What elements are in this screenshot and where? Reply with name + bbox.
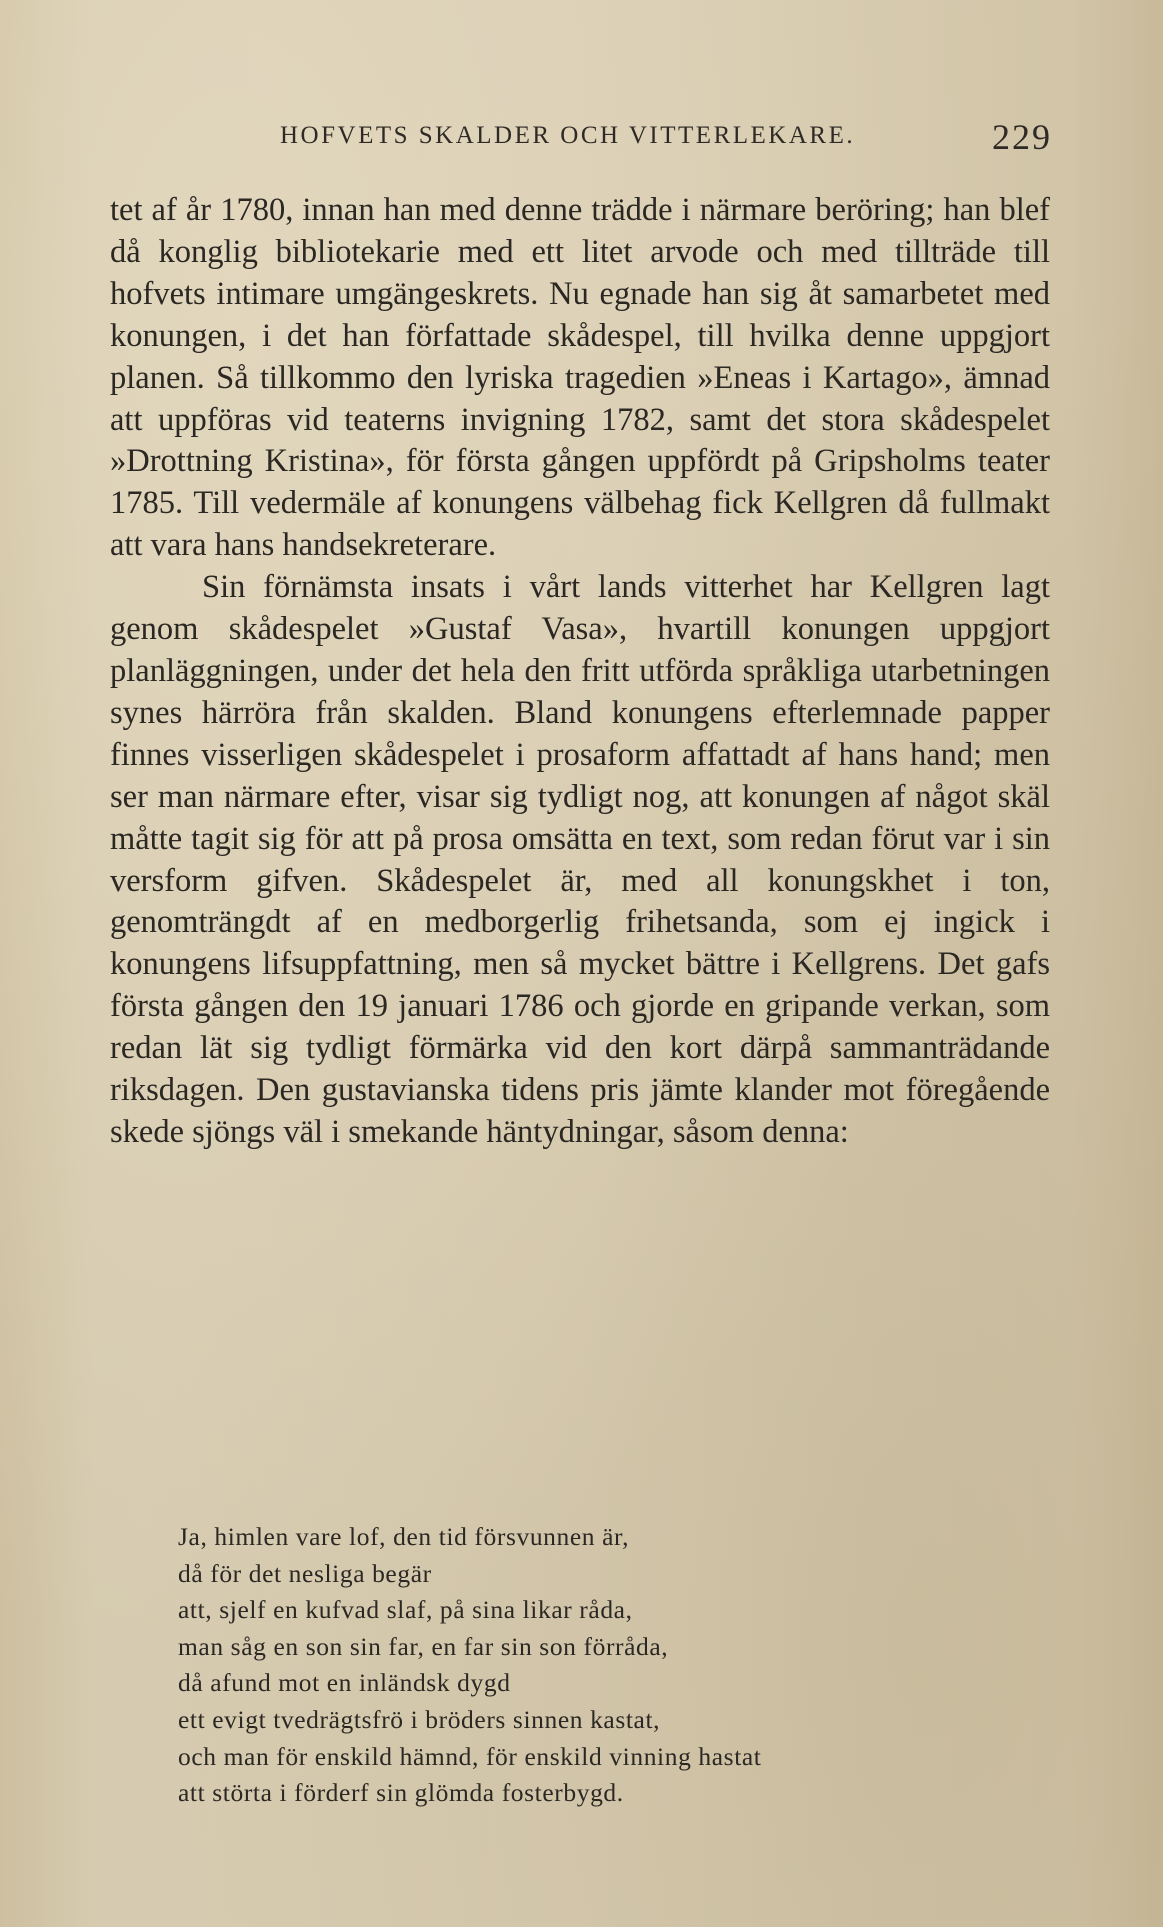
poem-line: ett evigt tvedrägtsfrö i bröders sinnen kastat,	[178, 1704, 661, 1734]
body-text	[110, 190, 1050, 1154]
poem-line: att, sjelf en kufvad slaf, på sina likar råda,	[178, 1595, 633, 1625]
poem-line: då för det nesliga begär	[178, 1558, 432, 1588]
poem-line: och man för enskild hämnd, för enskild vinning hastat	[178, 1741, 762, 1771]
running-head	[110, 116, 1060, 156]
page-number: 229	[992, 117, 1052, 157]
poem-line: Ja, himlen vare lof, den tid försvunnen är,	[178, 1522, 630, 1551]
paragraph: Sin förnämsta insats i vårt lands vitterhet har Kellgren lagt genom skådespelet »Gustaf Vasa», hvartill konungen uppgjort planläggningen, under det hela den fritt utförda språkliga utarbetningen synes härröra från skalden. Bland konungens efterlemnade papper finnes visserligen skådespelet i prosaform affattadt af hans hand; men ser man närmare efter, visar sig tydligt nog, att konungen af något skäl måtte tagit sig för att på prosa omsätta en text, som redan förut var i sin versform gifven. Skådespelet är, med all konungskhet i ton, genomträngdt af en medborgerlig frihetsanda, som ej ingick i konungens lifsuppfattning, men så mycket bättre i Kellgrens. Det gafs första gången den 19 januari 1786 och gjorde en gripande verkan, som redan lät sig tydligt förmärka vid den kort därpå sammanträdande riksdagen. Den gustavianska tidens pris jämte klander mot föregående skede sjöngs väl i smekande häntydningar, såsom denna:	[110, 569, 1050, 1150]
poem-line: då afund mot en inländsk dygd	[178, 1668, 511, 1698]
paragraph-continued: tet af år 1780, innan han med denne trädde i närmare beröring; han blef då konglig bibliotekarie med ett litet arvode och med tillträde till hofvets intimare umgängeskrets. Nu egnade han sig åt samarbetet med konungen, i det han författade skådespel, till hvilka denne uppgjort planen. Så tillkommo den lyriska tragedien »Eneas i Kartago», ämnad att uppföras vid teaterns invigning 1782, samt det stora skådespelet »Drottning Kristina», för första gången uppfördt på Gripsholms teater 1785. Till vedermäle af konungens välbehag fick Kellgren då fullmakt att vara hans handsekreterare.	[110, 192, 1050, 564]
poem-line: man såg en son sin far, en far sin son förråda,	[178, 1631, 669, 1661]
poem-line: att störta i förderf sin glömda fosterbygd.	[178, 1778, 624, 1808]
poem-quotation	[178, 1519, 1048, 1812]
running-title: HOFVETS SKALDER OCH VITTERLEKARE.	[280, 122, 856, 149]
